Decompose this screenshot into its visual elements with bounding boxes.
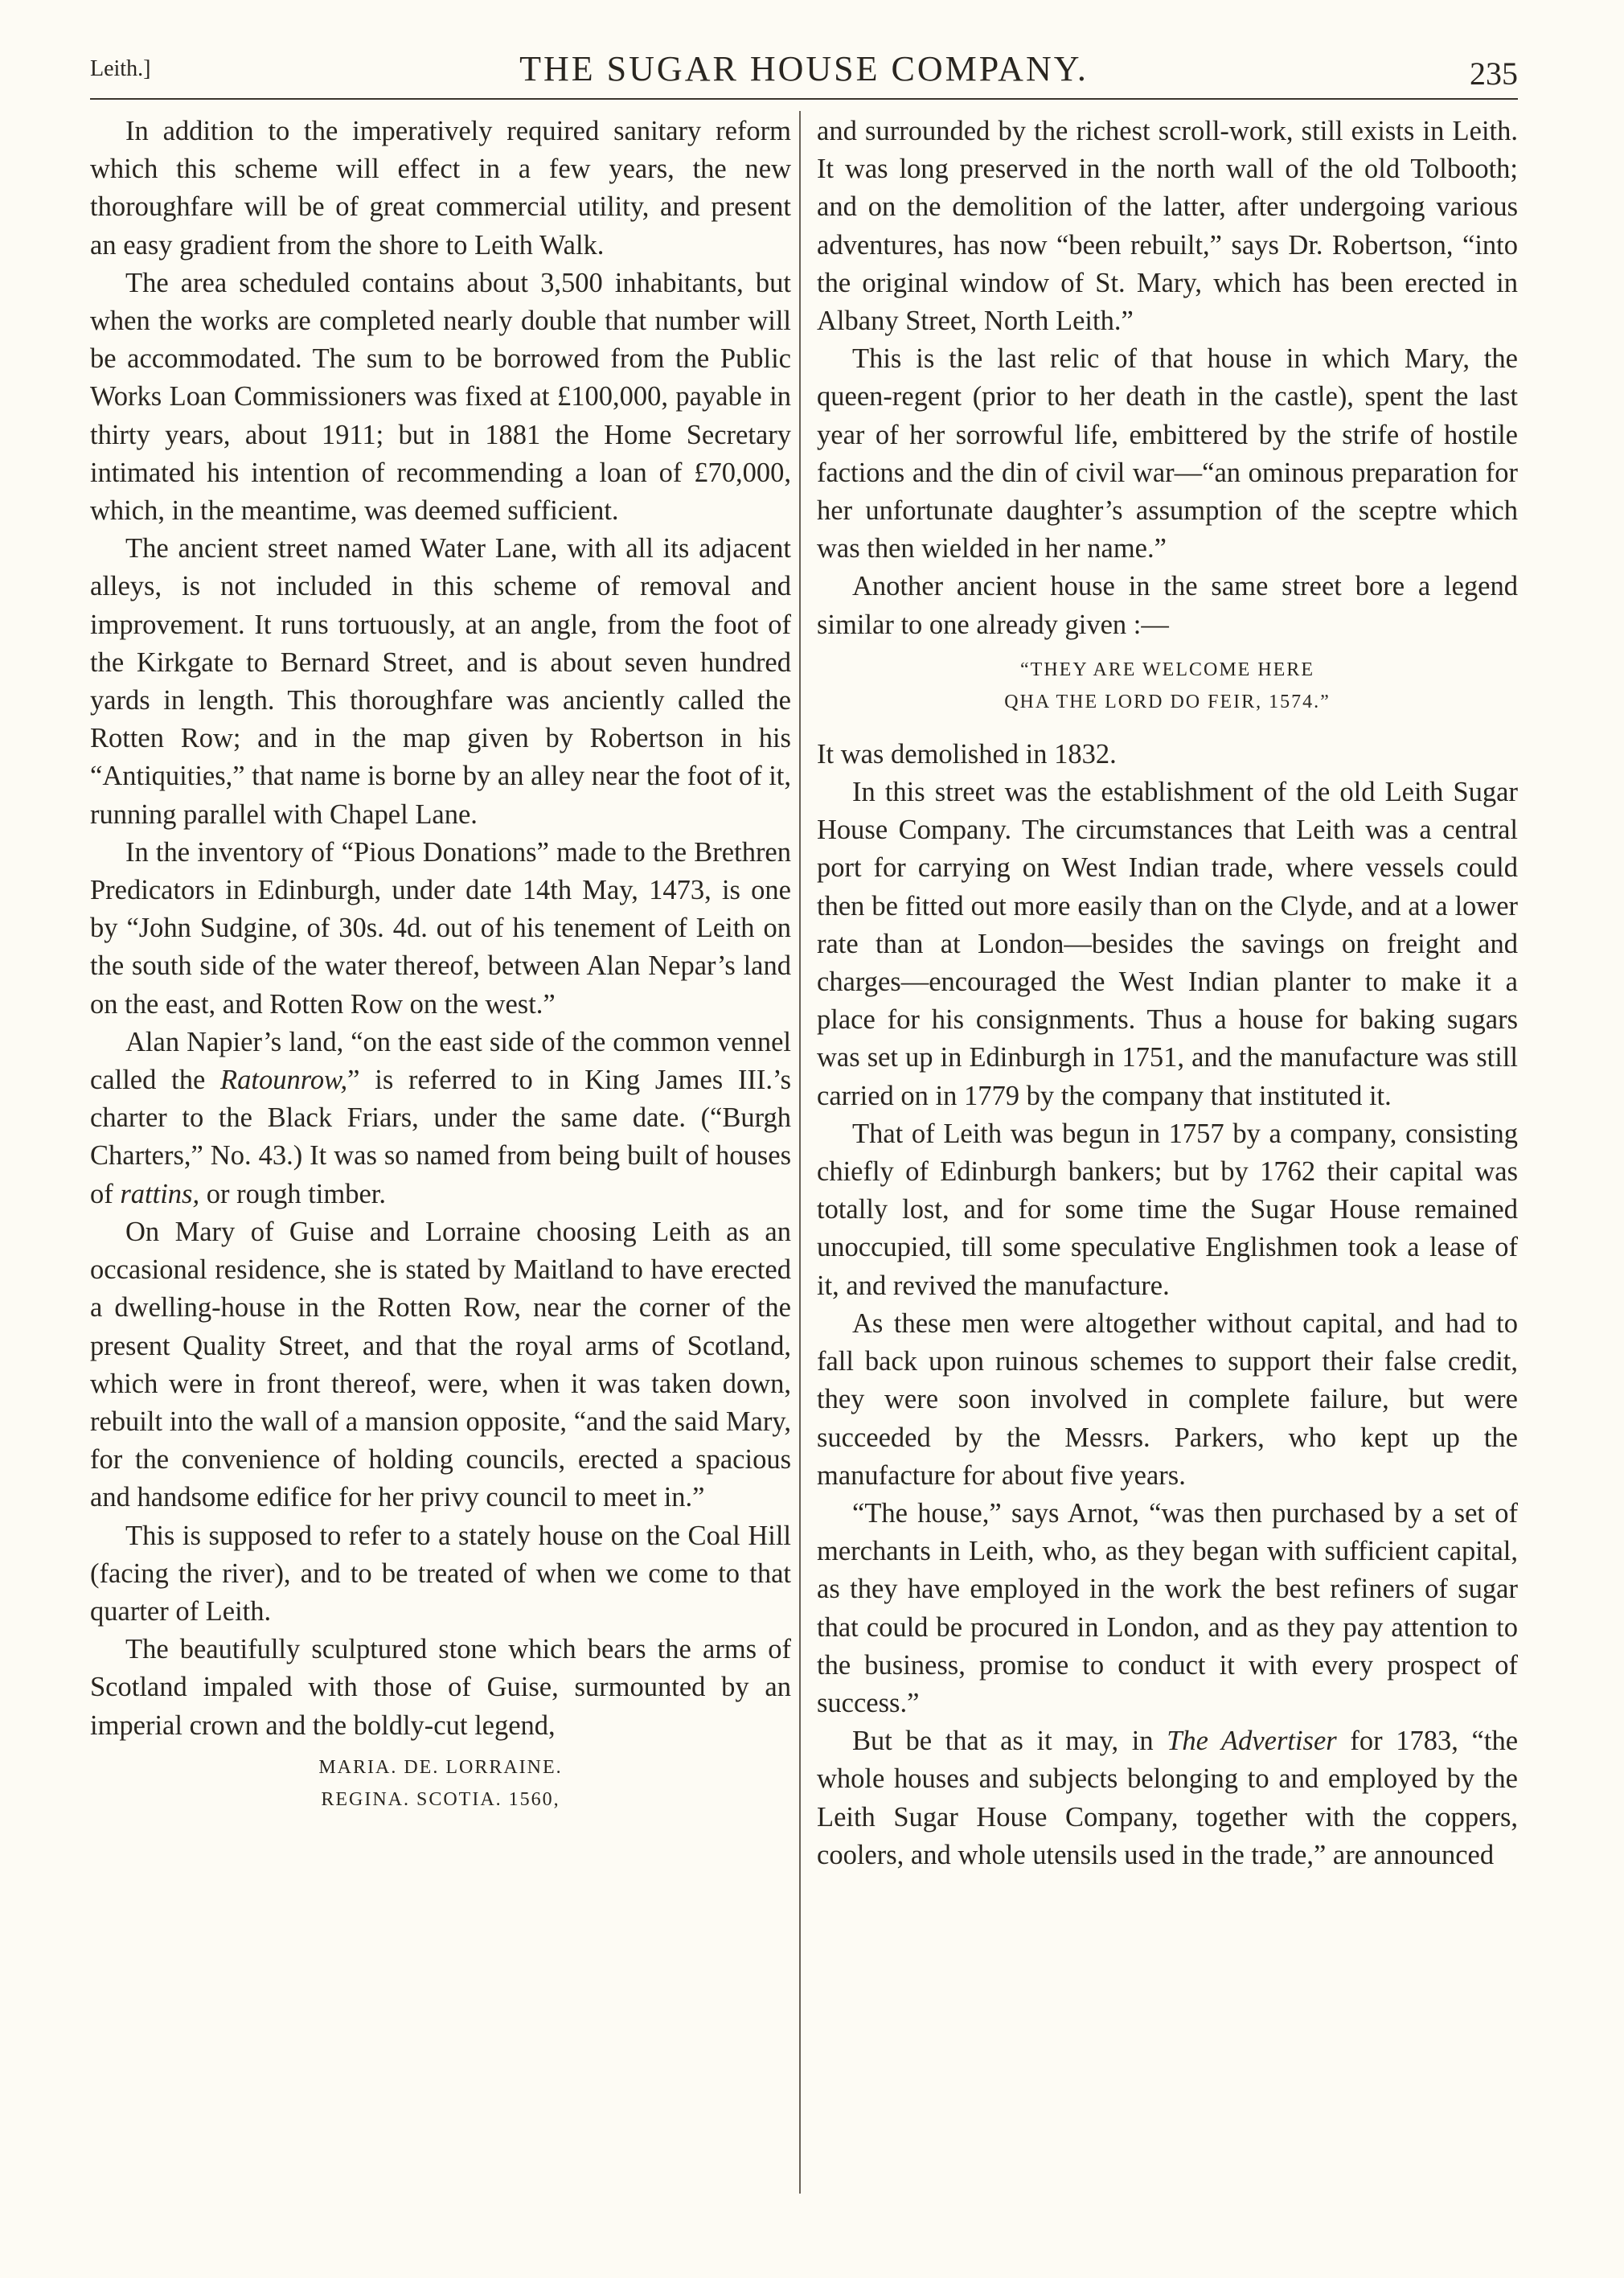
- paragraph: On Mary of Guise and Lorraine choosing Leith as an occasional residence, she is stated by Maitland to have erected a dwelling-house in the Rotten Row, near the corner of the present Quality Street, and that the royal arms of Scotland, which were in front thereof, were, when it was taken down, rebuilt into the wall of a mansion opposite, “and the said Mary, for the convenience of holding councils, erected a spacious and handsome edifice for her privy council to meet in.”: [90, 1216, 791, 1513]
- text-run: But be that as it may, in: [852, 1726, 1154, 1757]
- house-legend: [817, 654, 1518, 718]
- legend-line: QHA THE LORD DO FEIR, 1574.”: [1004, 691, 1331, 712]
- page-header: [90, 42, 1518, 100]
- page-number: 235: [1470, 55, 1518, 92]
- running-head: Leith.]: [90, 56, 151, 81]
- paragraph: “The house,” says Arnot, “was then purchased by a set of merchants in Leith, who, as they began with sufficient capital, as they have employed in the work the best refiners of sugar that could be procured in London, and as they pay attention to the business, promise to conduct it with every prospect of success.”: [817, 1497, 1518, 1718]
- paragraph: The ancient street named Water Lane, with all its adjacent alleys, is not included in this scheme of removal and improvement. It runs tortuously, at an angle, from the foot of the Kirkgate to Bernard Street, and is about seven hundred yards in length. This thoroughfare was anciently called the Rotten Row; and in the map given by Robertson in his “Antiquities,” that name is borne by an alley near the foot of it, running parallel with Chapel Lane.: [90, 533, 791, 830]
- legend-line: REGINA. SCOTIA. 1560,: [321, 1788, 560, 1810]
- paragraph: Another ancient house in the same street bore a legend similar to one already given :—: [817, 571, 1518, 640]
- paragraph: and surrounded by the richest scroll-work, still exists in Leith. It was long preserved in the north wall of the old Tolbooth; and on the demolition of the latter, after undergoing various adventures, has now “been rebuilt,” says Dr. Robertson, “into the original window of St. Mary, which has been erected in Albany Street, North Leith.”: [817, 116, 1518, 337]
- italic-title: The Advertiser: [1167, 1726, 1337, 1757]
- paragraph: In the inventory of “Pious Donations” made to the Brethren Predicators in Edinburgh, under date 14th May, 1473, is one by “John Sudgine, of 30s. 4d. out of his tenement of Leith on the south side of the water thereof, between Alan Nepar’s land on the east, and Rotten Row on the west.”: [90, 836, 791, 1020]
- paragraph: [90, 1024, 791, 1213]
- paragraph: The beautifully sculptured stone which bears the arms of Scotland impaled with those of Guise, surmounted by an imperial crown and the boldly-cut legend,: [90, 1634, 791, 1741]
- paragraph: In addition to the imperatively required sanitary reform which this scheme will effect in a few years, the new thoroughfare will be of great commercial utility, and present an easy gradient from the shore to Leith Walk.: [90, 116, 791, 261]
- italic-term: Ratounrow,: [220, 1065, 348, 1096]
- text-run: ” is referred to in King James III.’s charter to the Black Friars, under the same date. (“Burgh Charters,” No. 43.) It was so named from being built of houses of: [90, 1065, 791, 1209]
- paragraph: In this street was the establishment of the old Leith Sugar House Company. The circumstances that Leith was a central port for carrying on West Indian trade, where vessels could then be fitted out more easily than on the Clyde, and at a lower rate than at London—besides the savings on freight and charges—encouraged the West Indian planter to make it a place for his consignments. Thus a house for baking sugars was set up in Edinburgh in 1751, and the manufacture was still carried on in 1779 by the company that instituted it.: [817, 777, 1518, 1111]
- paragraph: This is supposed to refer to a stately house on the Coal Hill (facing the river), and to be treated of when we come to that quarter of Leith.: [90, 1520, 791, 1627]
- text-run: or rough timber.: [206, 1178, 386, 1209]
- page-title: THE SUGAR HOUSE COMPANY.: [519, 49, 1089, 88]
- paragraph: This is the last relic of that house in which Mary, the queen-regent (prior to her death in the castle), spent the last year of her sorrowful life, embittered by the strife of hostile factions and the din of civil war—“an ominous preparation for her unfortunate daughter’s assumption of the sceptre which was then wielded in her name.”: [817, 343, 1518, 564]
- legend-line: MARIA. DE. LORRAINE.: [318, 1756, 563, 1778]
- paragraph: The area scheduled contains about 3,500 inhabitants, but when the works are completed nearly double that number will be accommodated. The sum to be borrowed from the Public Works Loan Commissioners was fixed at £100,000, payable in thirty years, about 1911; but in 1881 the Home Secretary intimated his intention of recommending a loan of £70,000, which, in the meantime, was deemed sufficient.: [90, 267, 791, 527]
- paragraph: [817, 1722, 1518, 1874]
- text-run: for 1783, “the whole houses and subjects belonging to and employed by the Leith Sugar House Company, together with the coppers, coolers, and whole utensils used in the trade,” are announced: [817, 1726, 1519, 1870]
- paragraph: That of Leith was begun in 1757 by a company, consisting chiefly of Edinburgh bankers; but by 1762 their capital was totally lost, and for some time the Sugar House remained unoccupied, till some speculative Englishmen took a lease of it, and revived the manufacture.: [817, 1118, 1518, 1301]
- column-divider: [799, 111, 801, 2194]
- text-run: Alan Napier’s land, “on the east side of the common vennel called the: [90, 1026, 791, 1096]
- paragraph: As these men were altogether without capital, and had to fall back upon ruinous schemes to support their false credit, they were soon involved in complete failure, but were succeeded by the Messrs. Parkers, who kept up the manufacture for about five years.: [817, 1307, 1518, 1491]
- paragraph: It was demolished in 1832.: [817, 738, 1117, 770]
- italic-term: rattins,: [120, 1178, 200, 1209]
- legend-line: “THEY ARE WELCOME HERE: [1020, 659, 1314, 680]
- right-column: [817, 113, 1518, 1874]
- left-column: [90, 113, 791, 1816]
- stone-legend: [90, 1751, 791, 1816]
